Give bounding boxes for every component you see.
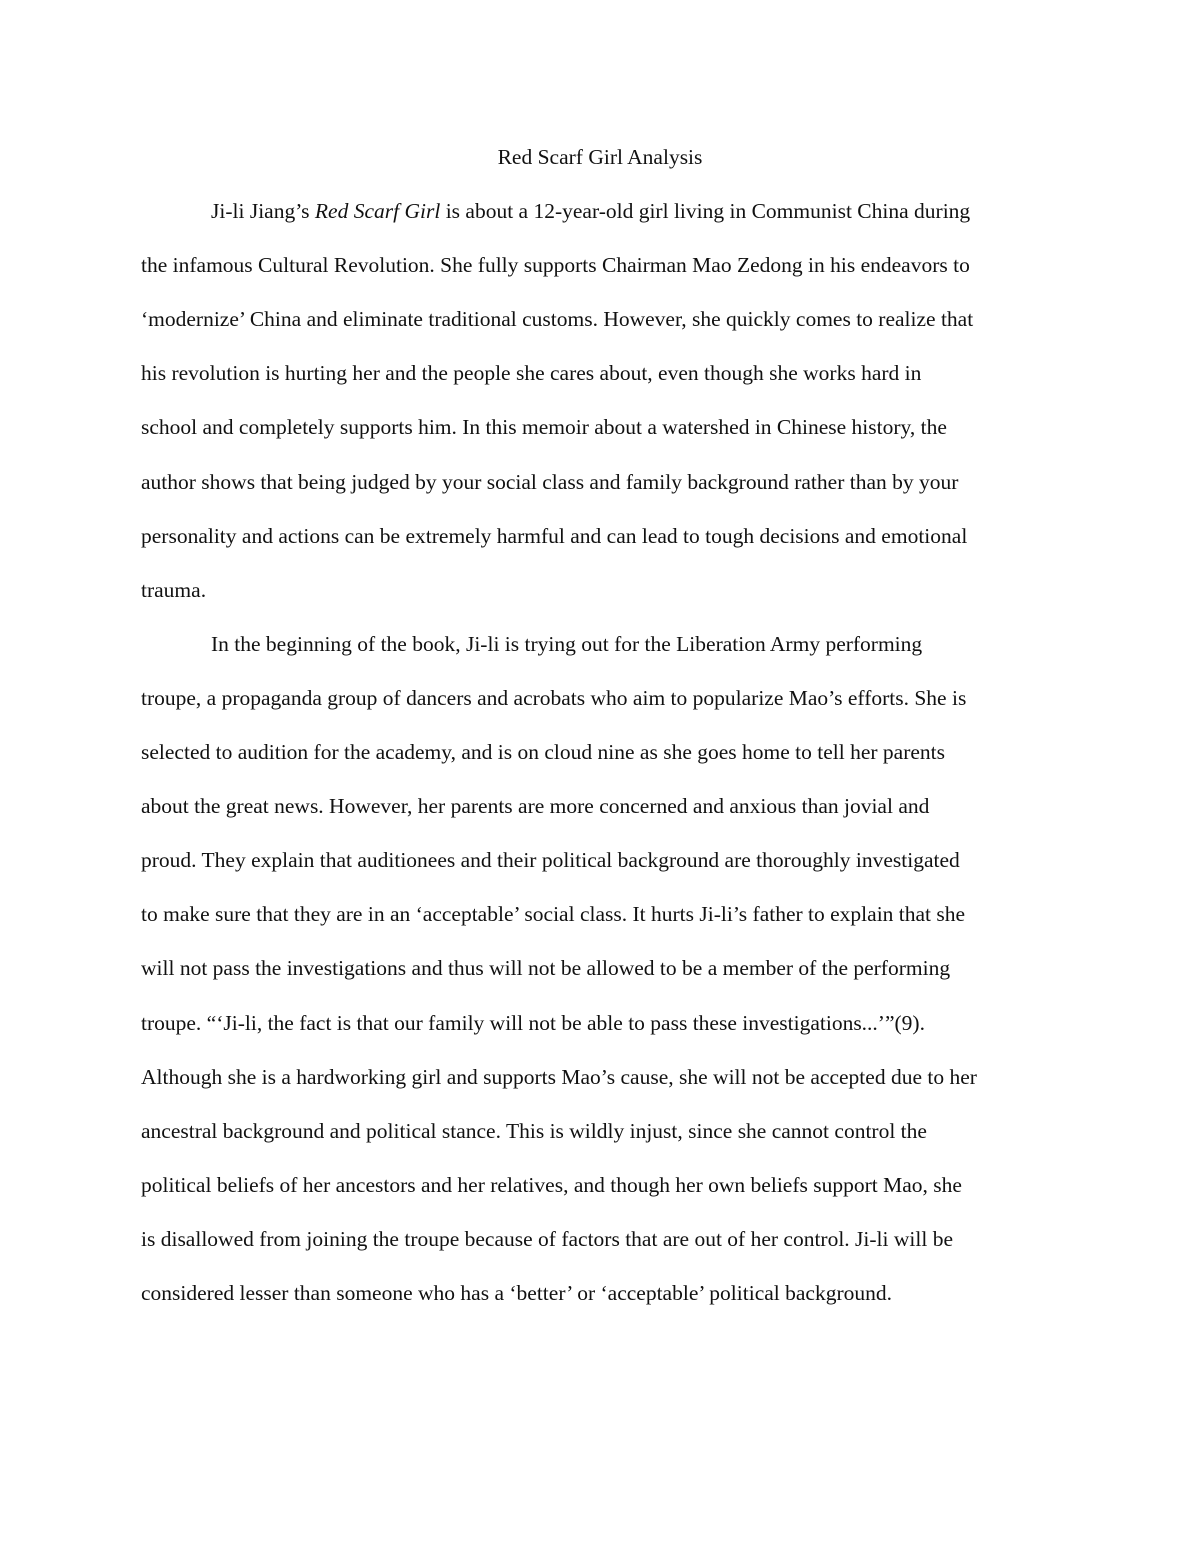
paragraph-1-line-8: trauma. <box>141 577 207 602</box>
paragraph-1-line-1-start: Ji-li Jiang’s <box>211 199 315 224</box>
paragraph-2-line-10: ancestral background and political stance. This is wildly injust, since she cannot control the <box>141 1118 927 1143</box>
paragraph-1-line-4: his revolution is hurting her and the people she cares about, even though she works hard in <box>141 361 922 386</box>
paragraph-2-line-5: proud. They explain that auditionees and their political background are thoroughly investigated <box>141 848 960 873</box>
paragraph-2-line-1: In the beginning of the book, Ji-li is trying out for the Liberation Army performing <box>211 631 923 656</box>
paragraph-2-line-6: to make sure that they are in an ‘acceptable’ social class. It hurts Ji-li’s father to explain that she <box>141 902 966 927</box>
paragraph-2-line-8: troupe. “‘Ji-li, the fact is that our family will not be able to pass these investigations...’”(9). <box>141 1010 925 1035</box>
paragraph-1-line-7: personality and actions can be extremely harmful and can lead to tough decisions and emotional <box>141 523 968 548</box>
paragraph-2-line-2: troupe, a propaganda group of dancers and acrobats who aim to popularize Mao’s efforts. She is <box>141 685 967 710</box>
paragraph-1-line-3: ‘modernize’ China and eliminate traditional customs. However, she quickly comes to realize that <box>141 307 974 332</box>
paragraph-2-line-4: about the great news. However, her parents are more concerned and anxious than jovial and <box>141 794 930 819</box>
paragraph-1-line-1-end: is about a 12-year-old girl living in Communist China during <box>440 199 971 224</box>
paragraph-1-line-2: the infamous Cultural Revolution. She fully supports Chairman Mao Zedong in his endeavors to <box>141 253 970 278</box>
paragraph-2-line-3: selected to audition for the academy, and is on cloud nine as she goes home to tell her parents <box>141 740 946 765</box>
paragraph-2-line-13: considered lesser than someone who has a ‘better’ or ‘acceptable’ political background. <box>141 1280 892 1305</box>
paragraph-2-line-12: is disallowed from joining the troupe because of factors that are out of her control. Ji-li will be <box>141 1226 953 1251</box>
document-body <box>141 130 1059 1320</box>
paragraph-1-line-6: author shows that being judged by your social class and family background rather than by your <box>141 469 959 494</box>
paragraph-2-line-11: political beliefs of her ancestors and her relatives, and though her own beliefs support Mao, she <box>141 1172 962 1197</box>
document-title: Red Scarf Girl Analysis <box>497 145 703 169</box>
paragraph-1-line-5: school and completely supports him. In this memoir about a watershed in Chinese history, the <box>141 415 947 440</box>
paragraph-1-line-1 <box>141 184 1059 238</box>
book-title-italic: Red Scarf Girl <box>314 199 441 224</box>
paragraph-2-line-9: Although she is a hardworking girl and supports Mao’s cause, she will not be accepted due to her <box>141 1064 977 1089</box>
paragraph-2-line-7: will not pass the investigations and thus will not be allowed to be a member of the performing <box>141 956 951 981</box>
